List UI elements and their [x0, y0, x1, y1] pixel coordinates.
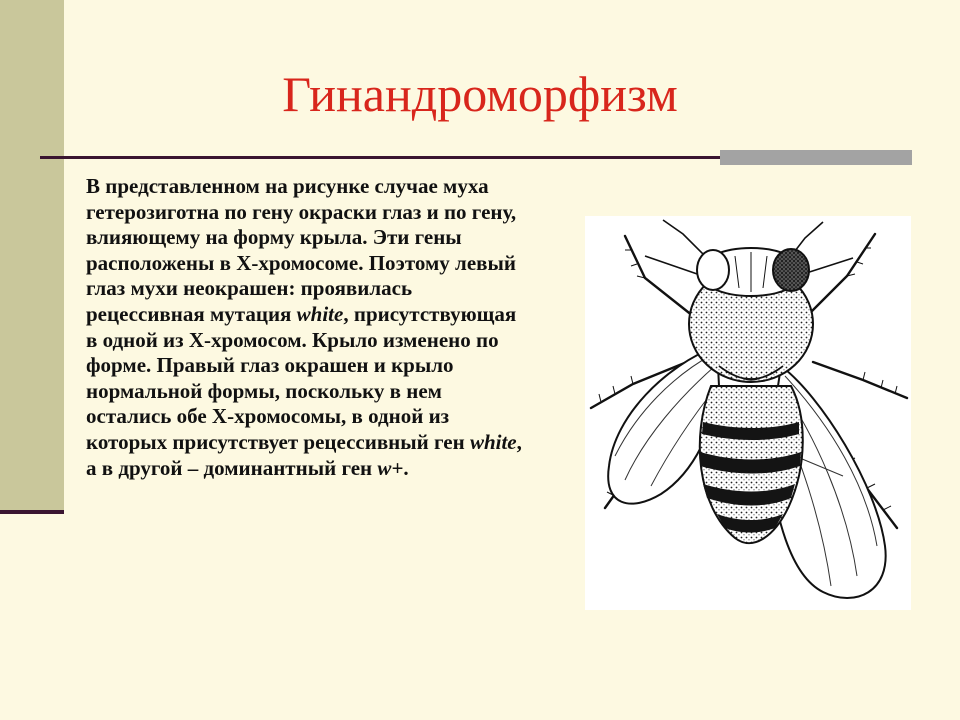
- body-text-4: .: [403, 455, 409, 480]
- left-decor-line: [0, 510, 64, 514]
- body-text-3: , а в другой – доминантный ген: [86, 429, 522, 480]
- gene-white-1: white: [296, 301, 344, 326]
- right-eye: [773, 249, 809, 291]
- body-text-2: , присутствующая в одной из X-хромосом. Крыло изменено по форме. Правый глаз окрашен и крыло нормальной формы, поскольку в нем остались обе X-хромосомы, в одной из которых присутствует рецессивный ген: [86, 301, 517, 454]
- divider-accent: [720, 150, 912, 165]
- fly-drawing: [585, 216, 911, 610]
- gene-w-plus: w+: [377, 455, 404, 480]
- gene-white-2: white: [469, 429, 517, 454]
- fly-illustration: [585, 216, 911, 610]
- body-text-1: В представленном на рисунке случае муха гетерозиготна по гену окраски глаз и по гену, влияющему на форму крыла. Эти гены расположены в X-хромосоме. Поэтому левый глаз мухи неокрашен: проявилась рецессивная мутация: [86, 174, 517, 326]
- body-paragraph: [86, 174, 530, 481]
- slide-title: Гинандроморфизм: [282, 66, 678, 122]
- left-eye: [697, 250, 729, 290]
